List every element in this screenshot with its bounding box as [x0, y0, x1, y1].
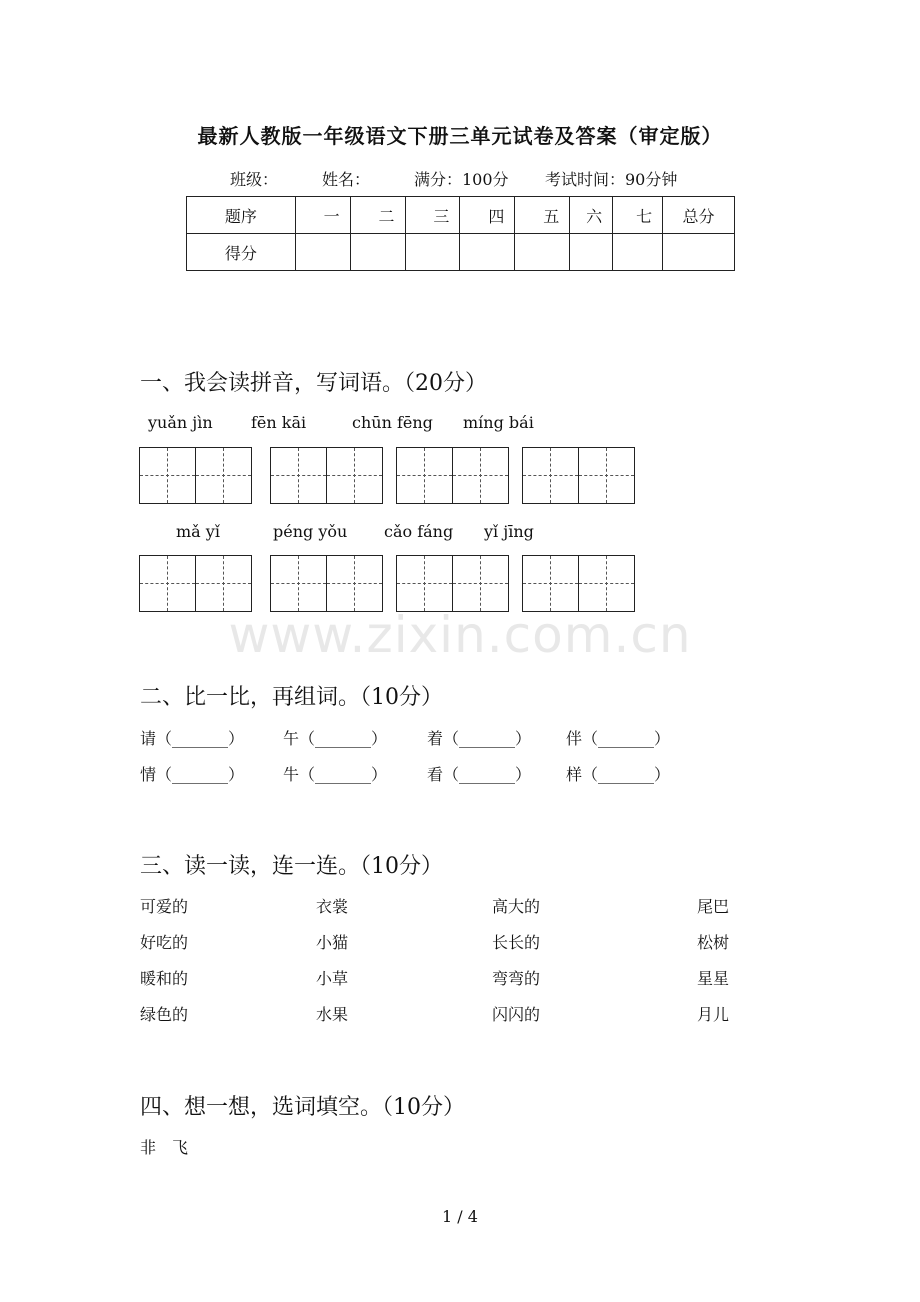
writing-cell[interactable] — [271, 448, 326, 503]
score-input-cell[interactable] — [663, 234, 735, 271]
score-input-cell[interactable] — [460, 234, 515, 271]
match-word[interactable]: 绿色的 — [140, 1005, 189, 1024]
match-word[interactable]: 小猫 — [316, 933, 349, 952]
score-row-label: 得分 — [187, 234, 296, 271]
class-field-label: 班级： — [230, 170, 279, 189]
section-3-heading: 三、读一读，连一连。（10分） — [140, 854, 443, 879]
writing-cell[interactable] — [397, 448, 452, 503]
score-table-score-row — [187, 234, 735, 271]
writing-cell[interactable] — [140, 556, 195, 611]
pinyin-label: míng bái — [463, 413, 534, 432]
match-word[interactable]: 好吃的 — [140, 933, 189, 952]
score-input-cell[interactable] — [613, 234, 663, 271]
word-blank[interactable]: 伴（_______） — [566, 729, 671, 748]
writing-cell[interactable] — [453, 448, 508, 503]
word-choice-pair: 非 飞 — [140, 1138, 189, 1157]
writing-grid[interactable] — [522, 555, 635, 612]
writing-grid[interactable] — [396, 447, 509, 504]
match-word[interactable]: 小草 — [316, 969, 349, 988]
score-table-header-cell: 总分 — [663, 197, 735, 234]
writing-cell[interactable] — [523, 448, 578, 503]
match-word[interactable]: 长长的 — [492, 933, 541, 952]
score-table-header-row — [187, 197, 735, 234]
score-input-cell[interactable] — [295, 234, 350, 271]
score-table-header-cell: 三 — [405, 197, 460, 234]
writing-cell[interactable] — [523, 556, 578, 611]
writing-cell[interactable] — [271, 556, 326, 611]
word-blank[interactable]: 午（_______） — [283, 729, 388, 748]
writing-cell[interactable] — [327, 556, 382, 611]
word-blank[interactable]: 样（_______） — [566, 765, 671, 784]
score-input-cell[interactable] — [570, 234, 613, 271]
match-word[interactable]: 尾巴 — [697, 897, 730, 916]
writing-grid[interactable] — [139, 555, 252, 612]
pinyin-label: yǐ jīng — [484, 522, 534, 541]
word-blank[interactable]: 请（_______） — [140, 729, 245, 748]
writing-cell[interactable] — [327, 448, 382, 503]
writing-grid[interactable] — [270, 447, 383, 504]
match-word[interactable]: 月儿 — [697, 1005, 730, 1024]
pinyin-label: cǎo fáng — [384, 522, 454, 541]
writing-cell[interactable] — [196, 556, 251, 611]
pinyin-label: yuǎn jìn — [148, 413, 213, 432]
writing-cell[interactable] — [140, 448, 195, 503]
pinyin-label: péng yǒu — [273, 522, 348, 541]
word-blank[interactable]: 情（_______） — [140, 765, 245, 784]
full-score-label: 满分：100分 — [414, 170, 509, 189]
section-4-heading: 四、想一想，选词填空。（10分） — [140, 1095, 465, 1120]
writing-cell[interactable] — [397, 556, 452, 611]
section-2-heading: 二、比一比，再组词。（10分） — [140, 685, 443, 710]
match-word[interactable]: 可爱的 — [140, 897, 189, 916]
writing-cell[interactable] — [579, 556, 634, 611]
page-number: 1 / 4 — [442, 1207, 478, 1226]
page-title: 最新人教版一年级语文下册三单元试卷及答案（审定版） — [197, 124, 723, 148]
match-word[interactable]: 星星 — [697, 969, 730, 988]
name-field-label: 姓名： — [322, 170, 371, 189]
score-table-header-cell: 五 — [515, 197, 570, 234]
pinyin-label: fēn kāi — [251, 413, 307, 432]
score-input-cell[interactable] — [515, 234, 570, 271]
writing-grid[interactable] — [139, 447, 252, 504]
score-table-header-cell: 一 — [295, 197, 350, 234]
match-word[interactable]: 衣裳 — [316, 897, 349, 916]
pinyin-label: mǎ yǐ — [176, 522, 220, 541]
pinyin-label: chūn fēng — [352, 413, 433, 432]
score-input-cell[interactable] — [405, 234, 460, 271]
score-table — [186, 196, 735, 271]
watermark: www.zixin.com.cn — [228, 606, 692, 664]
match-word[interactable]: 水果 — [316, 1005, 349, 1024]
match-word[interactable]: 闪闪的 — [492, 1005, 541, 1024]
score-table-header-cell: 七 — [613, 197, 663, 234]
word-blank[interactable]: 着（_______） — [427, 729, 532, 748]
writing-cell[interactable] — [453, 556, 508, 611]
score-table-header-cell: 二 — [350, 197, 405, 234]
score-input-cell[interactable] — [350, 234, 405, 271]
word-blank[interactable]: 看（_______） — [427, 765, 532, 784]
match-word[interactable]: 松树 — [697, 933, 730, 952]
writing-grid[interactable] — [396, 555, 509, 612]
writing-cell[interactable] — [196, 448, 251, 503]
word-blank[interactable]: 牛（_______） — [283, 765, 388, 784]
writing-grid[interactable] — [522, 447, 635, 504]
match-word[interactable]: 弯弯的 — [492, 969, 541, 988]
score-table-header-cell: 六 — [570, 197, 613, 234]
section-1-heading: 一、我会读拼音，写词语。（20分） — [140, 371, 487, 396]
score-table-header-cell: 四 — [460, 197, 515, 234]
writing-cell[interactable] — [579, 448, 634, 503]
writing-grid[interactable] — [270, 555, 383, 612]
match-word[interactable]: 高大的 — [492, 897, 541, 916]
score-table-header-cell: 题序 — [187, 197, 296, 234]
exam-time-label: 考试时间：90分钟 — [545, 170, 678, 189]
match-word[interactable]: 暖和的 — [140, 969, 189, 988]
